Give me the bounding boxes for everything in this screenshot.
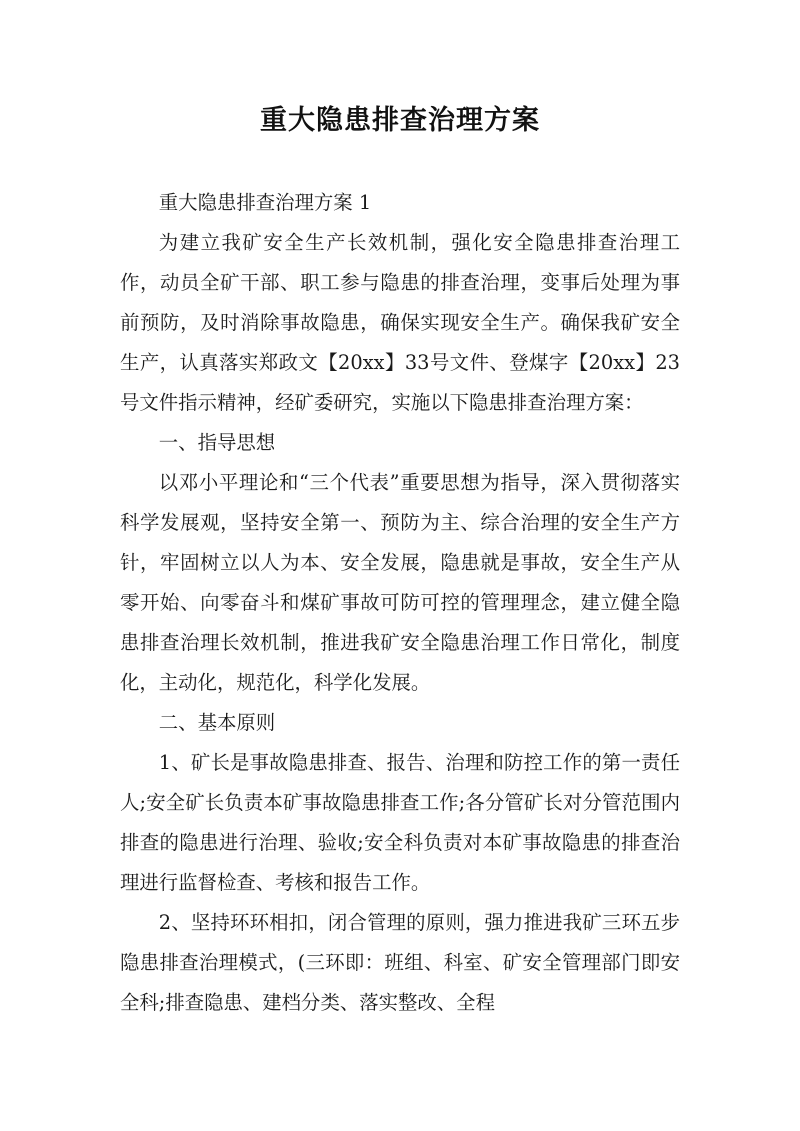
- section-heading: 重大隐患排查治理方案 1: [158, 191, 372, 214]
- section-heading: 二、基本原则: [158, 711, 276, 734]
- document-title: 重大隐患排查治理方案: [260, 105, 540, 136]
- paragraph: 为建立我矿安全生产长效机制，强化安全隐患排查治理工作，动员全矿干部、职工参与隐患的排查治理，变事后处理为事前预防，及时消除事故隐患，确保实现安全生产。确保我矿安全生产，认真落实郑政文【20xx】33号文件、登煤字【20xx】23号文件指示精神，经矿委研究，实施以下隐患排查治理方案：: [120, 231, 680, 414]
- paragraph: 2、坚持环环相扣，闭合管理的原则，强力推进我矿三环五步隐患排查治理模式，(三环即：班组、科室、矿安全管理部门即安全科;排查隐患、建档分类、落实整改、全程: [120, 911, 680, 1014]
- section-heading: 一、指导思想: [158, 431, 276, 454]
- paragraph: 以邓小平理论和“三个代表”重要思想为指导，深入贯彻落实科学发展观，坚持安全第一、预防为主、综合治理的安全生产方针，牢固树立以人为本、安全发展，隐患就是事故，安全生产从零开始、向零奋斗和煤矿事故可防可控的管理理念，建立健全隐患排查治理长效机制，推进我矿安全隐患治理工作日常化，制度化，主动化，规范化，科学化发展。: [120, 471, 680, 694]
- paragraph: 1、矿长是事故隐患排查、报告、治理和防控工作的第一责任人;安全矿长负责本矿事故隐患排查工作;各分管矿长对分管范围内排查的隐患进行治理、验收;安全科负责对本矿事故隐患的排查治理进行监督检查、考核和报告工作。: [120, 751, 680, 894]
- document-body: [120, 183, 680, 1023]
